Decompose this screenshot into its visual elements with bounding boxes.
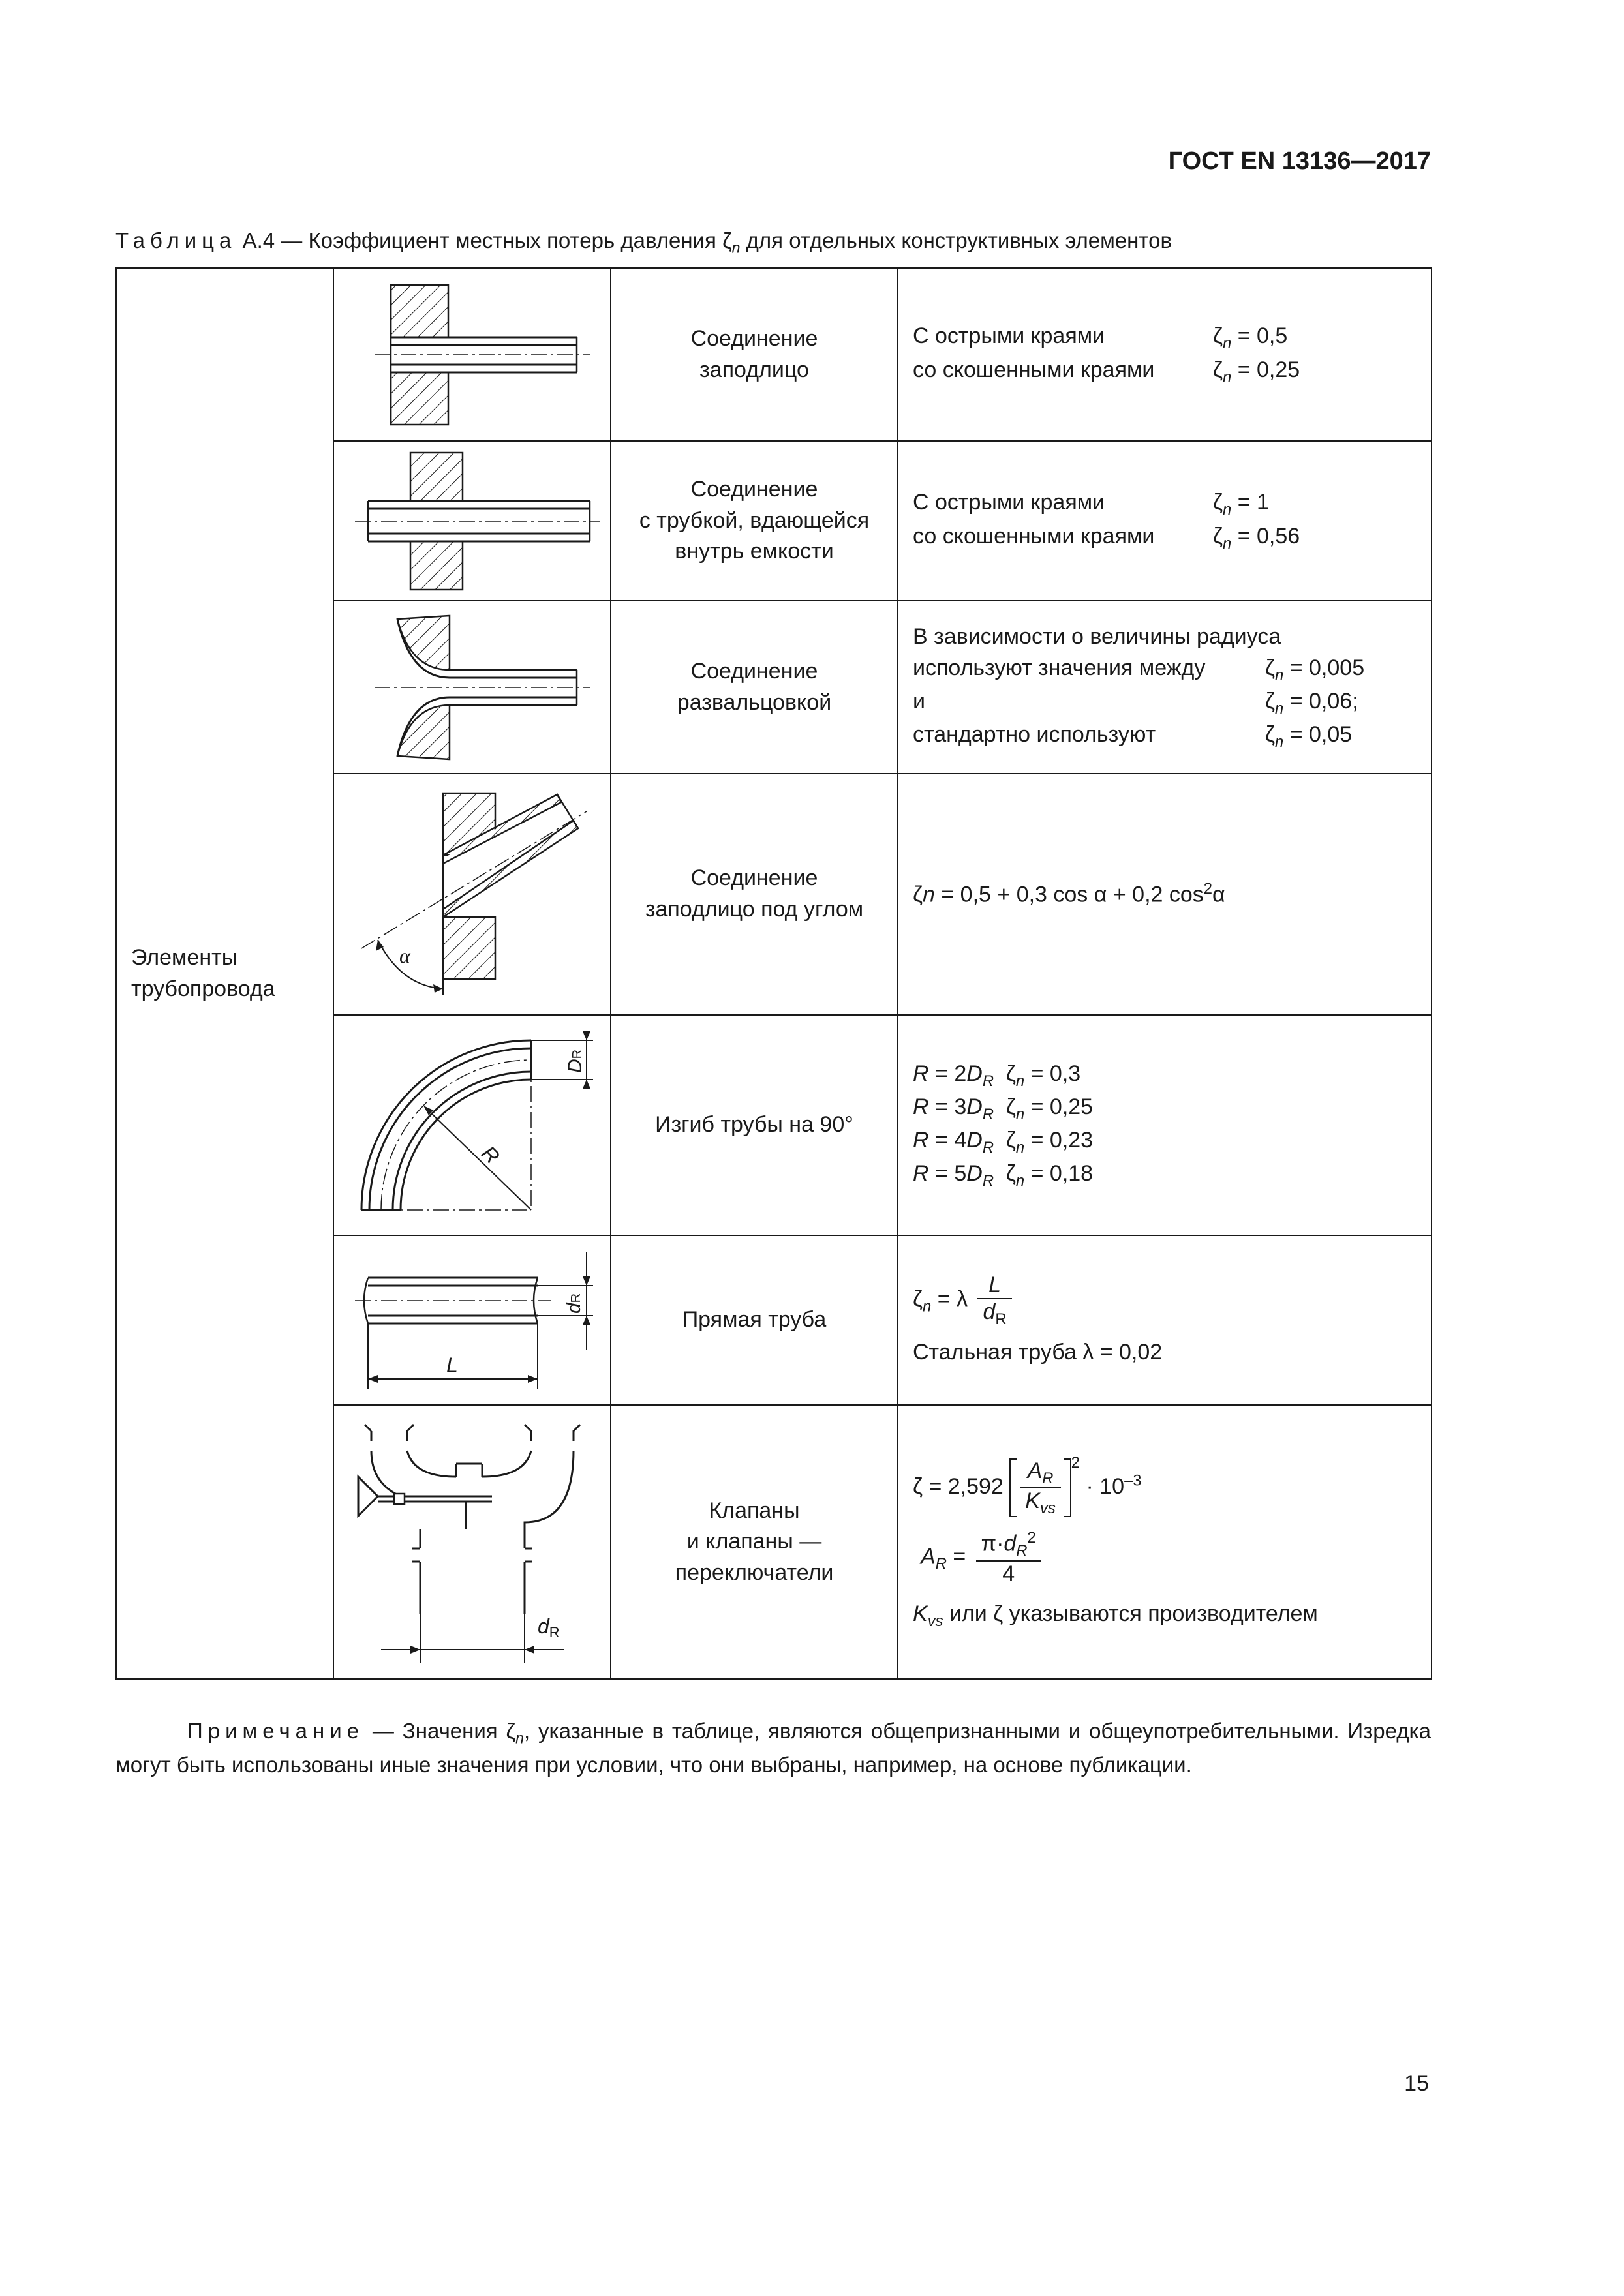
angled-connection-name xyxy=(611,774,898,1015)
value-label: используют значения между xyxy=(913,655,1206,680)
equals: = xyxy=(1237,324,1251,349)
note-label: Примечание xyxy=(187,1719,365,1743)
value: 0,5 xyxy=(1257,324,1288,349)
page-number: 15 xyxy=(1404,2071,1429,2096)
flared-connection-figure xyxy=(333,601,611,774)
bend-value-line: $R = 5D_R$ $\zeta_n = 0,18$ xyxy=(913,1161,1094,1190)
zeta-symbol: ζ xyxy=(1265,721,1275,747)
angled-connection-values xyxy=(898,774,1432,1015)
value-label: и xyxy=(913,688,925,714)
value-intro: В зависимости о величины радиуса xyxy=(913,624,1281,650)
note-text-2: , указанные в таблице, являются общепризнанными и общеупотребительными. Изредка могут быть использованы иные значения при условии, что они выбраны, например, на основе публикации. xyxy=(115,1719,1432,1777)
name-line: переключатели xyxy=(675,1560,834,1585)
name-line: заподлицо под углом xyxy=(645,897,864,922)
table-caption xyxy=(115,228,1172,257)
manufacturer-note: $K_{vs}$ или ζ указываются производителем xyxy=(913,1601,1318,1630)
value: 0,06; xyxy=(1309,688,1358,714)
category-cell xyxy=(116,268,333,1679)
zeta-sub: n xyxy=(1275,733,1284,751)
zeta-symbol: ζ xyxy=(1213,324,1223,349)
name-line: Изгиб трубы на 90° xyxy=(655,1112,853,1138)
valve-diameter-label: dR xyxy=(537,1614,560,1640)
zeta-sub: n xyxy=(1223,335,1232,353)
equals: = xyxy=(1237,357,1251,382)
table-row xyxy=(116,268,1432,441)
zeta-symbol: ζ xyxy=(913,882,923,907)
value-label: С острыми краями xyxy=(913,490,1105,515)
value-label: С острыми краями xyxy=(913,324,1105,349)
equals: = xyxy=(1289,655,1303,680)
angle-formula: = 0,5 + 0,3 cos α + 0,2 cos xyxy=(941,882,1204,907)
radius-label: R xyxy=(476,1141,504,1169)
caption-dash: — xyxy=(281,228,303,252)
bend-name xyxy=(611,1015,898,1235)
bend-figure xyxy=(333,1015,611,1235)
valve-name xyxy=(611,1405,898,1679)
angled-connection-drawing xyxy=(342,780,603,1008)
caption-zeta-sub: n xyxy=(731,239,741,256)
zeta-sub: n xyxy=(1223,368,1232,386)
equals: = xyxy=(1237,490,1251,515)
valve-figure xyxy=(333,1405,611,1679)
zeta-sub: n xyxy=(1223,534,1232,552)
steel-pipe-note: Стальная труба λ = 0,02 xyxy=(913,1339,1163,1365)
table-note xyxy=(115,1715,1431,1781)
category-line-1: Элементы xyxy=(131,944,238,970)
value: 0,25 xyxy=(1257,357,1300,382)
name-line: внутрь емкости xyxy=(675,539,834,564)
caption-prefix: Таблица xyxy=(115,228,237,252)
angled-connection-figure xyxy=(333,774,611,1015)
name-line: Соединение xyxy=(690,658,818,684)
protruding-tube-values xyxy=(898,441,1432,601)
name-line: Соединение xyxy=(690,325,818,351)
coefficient-table xyxy=(115,267,1432,1680)
caption-text: Коэффициент местных потерь давления xyxy=(308,228,716,252)
formula-exponent: 2 xyxy=(1203,880,1213,898)
name-line: развальцовкой xyxy=(677,689,832,715)
document-code: ГОСТ EN 13136—2017 xyxy=(1168,147,1431,175)
category-line-2: трубопровода xyxy=(131,976,275,1001)
zeta-symbol: ζ xyxy=(1213,357,1223,382)
flared-connection-drawing xyxy=(348,606,596,769)
straight-pipe-figure xyxy=(333,1235,611,1405)
straight-pipe-name xyxy=(611,1235,898,1405)
zeta-symbol: ζ xyxy=(1213,523,1223,549)
flush-connection-values xyxy=(898,268,1432,441)
note-dash: — xyxy=(372,1719,394,1743)
value: 0,05 xyxy=(1309,721,1353,747)
zeta-symbol: ζ xyxy=(1265,655,1275,680)
zeta-sub: n xyxy=(1223,501,1232,519)
value-label: со скошенными краями xyxy=(913,357,1155,382)
equals: = xyxy=(1289,721,1303,747)
zeta-symbol: ζ xyxy=(1213,490,1223,515)
bend-value-line: $R = 2D_R$ $\zeta_n = 0,3$ xyxy=(913,1061,1081,1090)
flared-connection-name xyxy=(611,601,898,774)
length-label: L xyxy=(446,1353,458,1377)
flush-connection-name xyxy=(611,268,898,441)
flared-connection-values xyxy=(898,601,1432,774)
protruding-tube-drawing xyxy=(342,446,603,596)
value: 1 xyxy=(1257,490,1269,515)
bend-drawing xyxy=(342,1021,603,1230)
formula-alpha: α xyxy=(1212,882,1225,907)
angle-alpha-label: α xyxy=(399,944,410,967)
equals: = xyxy=(1237,523,1251,549)
name-line: с трубкой, вдающейся xyxy=(639,507,870,533)
value-label: со скошенными краями xyxy=(913,523,1155,549)
zeta-symbol: ζ xyxy=(1265,688,1275,714)
name-line: Соединение xyxy=(690,477,818,502)
area-formula: $A_R$ = $\frac{\pi\cdot d_R^2}{4}$ xyxy=(913,1529,1431,1587)
caption-zeta: ζ xyxy=(722,228,732,252)
bend-value-line: $R = 4D_R$ $\zeta_n = 0,23$ xyxy=(913,1128,1094,1156)
caption-number: А.4 xyxy=(242,228,275,252)
zeta-sub: n xyxy=(923,882,935,907)
valve-drawing xyxy=(342,1412,603,1672)
flush-connection-drawing xyxy=(348,273,596,436)
zeta-sub: n xyxy=(1275,666,1284,684)
valve-zeta-formula: ζ = 2,592 $\frac{A_R}{K_{vs}}$ $^2 \cdot 10^{-3}$ xyxy=(913,1454,1142,1517)
inner-diameter-label: dR xyxy=(562,1293,585,1314)
name-line: Соединение xyxy=(690,866,818,891)
caption-rest: для отдельных конструктивных элементов xyxy=(746,228,1172,252)
zeta-sub: n xyxy=(1275,699,1284,718)
note-zeta: ζ xyxy=(506,1719,516,1743)
straight-pipe-drawing xyxy=(342,1242,603,1398)
flush-connection-figure xyxy=(333,268,611,441)
value: 0,56 xyxy=(1257,523,1300,549)
name-line: и клапаны — xyxy=(686,1529,822,1554)
name-line: Клапаны xyxy=(709,1498,800,1523)
valve-values xyxy=(898,1405,1432,1679)
equals: = xyxy=(1289,688,1303,714)
note-text-1: Значения xyxy=(402,1719,498,1743)
name-line: заподлицо xyxy=(699,357,809,382)
value: 0,005 xyxy=(1309,655,1365,680)
value-label: стандартно используют xyxy=(913,721,1156,747)
note-zeta-sub: n xyxy=(515,1729,524,1747)
protruding-tube-figure xyxy=(333,441,611,601)
straight-pipe-formula: $\zeta_n = \lambda$ $\frac{L}{d_R}$ xyxy=(913,1273,1431,1328)
bend-values xyxy=(898,1015,1432,1235)
protruding-tube-name xyxy=(611,441,898,601)
bend-value-line: $R = 3D_R$ $\zeta_n = 0,25$ xyxy=(913,1094,1094,1123)
diameter-label: DR xyxy=(564,1049,586,1073)
straight-pipe-values xyxy=(898,1235,1432,1405)
name-line: Прямая труба xyxy=(682,1307,827,1333)
